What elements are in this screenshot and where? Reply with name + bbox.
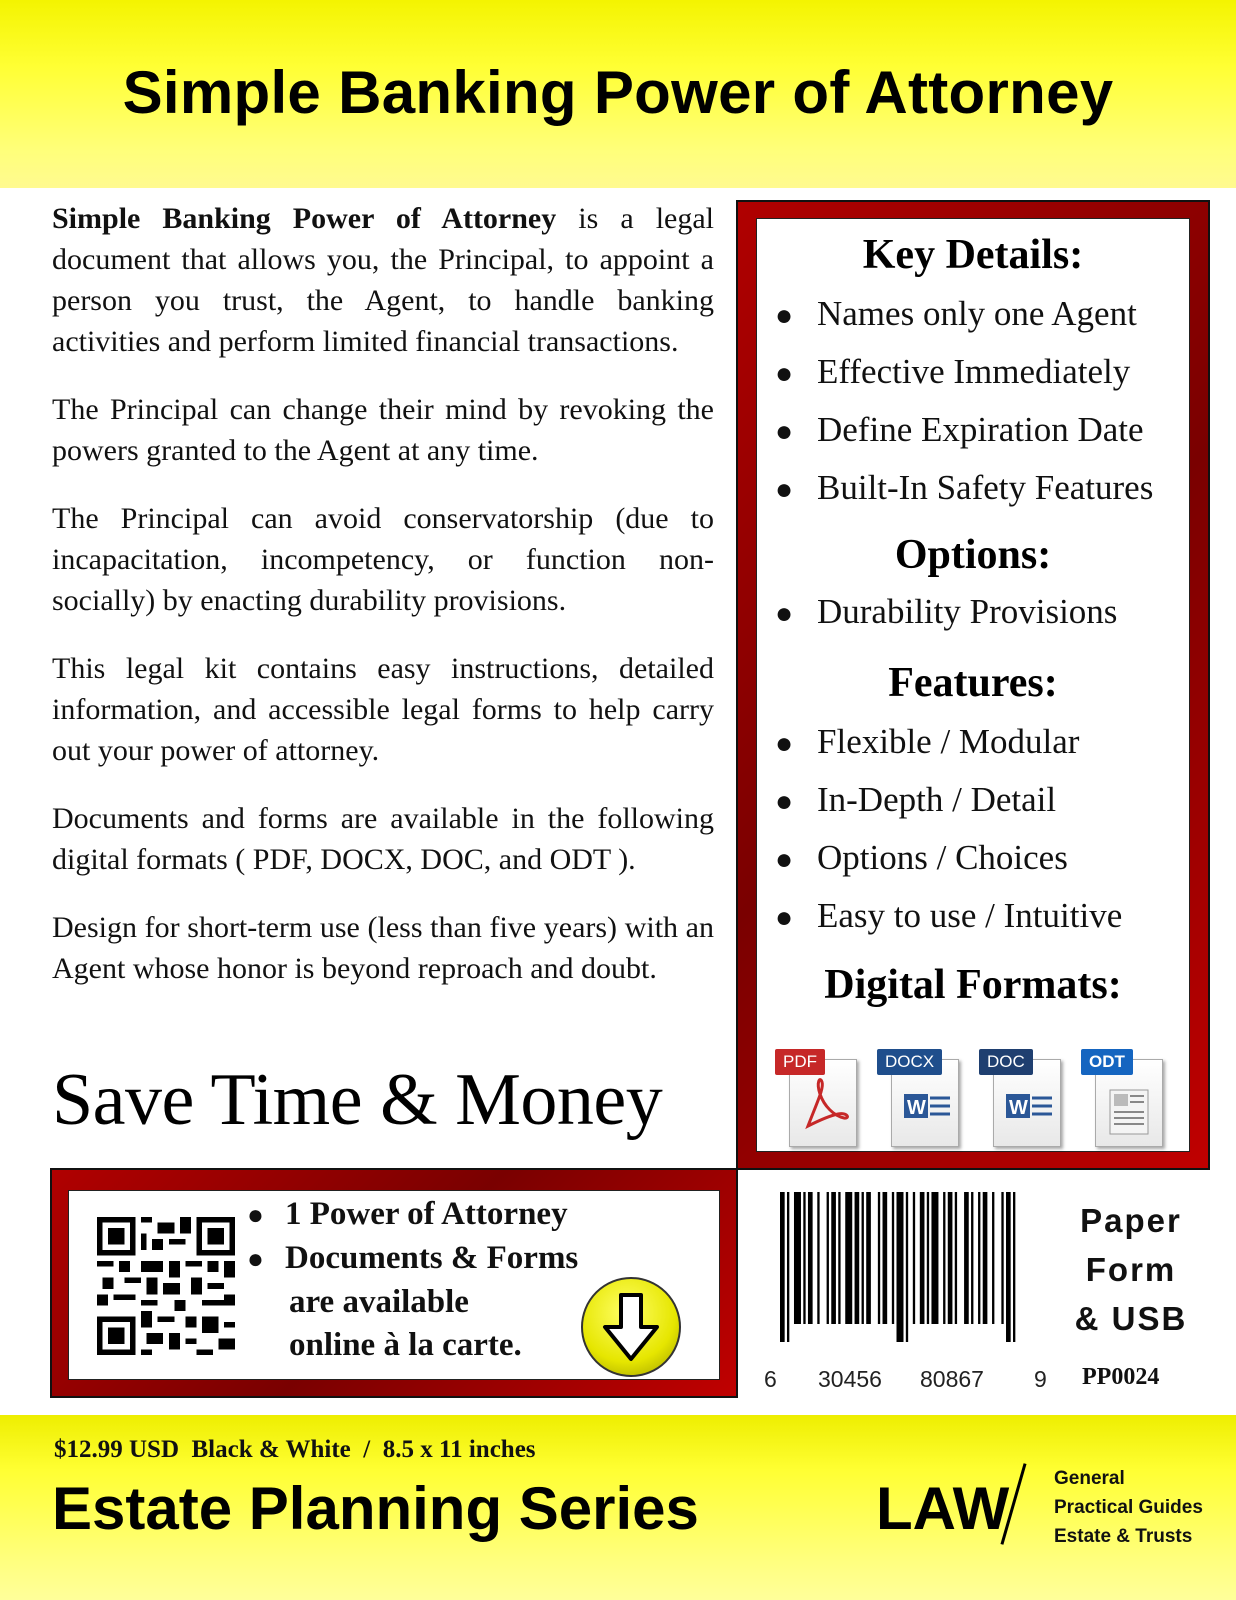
law-subtitle-line-3: Estate & Trusts	[1054, 1526, 1193, 1547]
barcode-bar	[1006, 1192, 1011, 1342]
availability-list	[247, 1193, 578, 1367]
barcode-bar	[992, 1192, 994, 1324]
list-item: ● Easy to use / Intuitive	[775, 887, 1122, 945]
svg-text:W: W	[1009, 1097, 1028, 1119]
barcode-bar	[1001, 1192, 1003, 1324]
barcode	[780, 1192, 1020, 1342]
barcode-bar	[808, 1192, 813, 1324]
barcode-bar	[892, 1192, 894, 1324]
download-arrow-icon[interactable]	[581, 1277, 681, 1377]
barcode-bar	[794, 1192, 801, 1324]
list-item: ● Built-In Safety Features	[775, 459, 1153, 517]
barcode-right-digit: 9	[1034, 1366, 1047, 1392]
law-subtitle-line-1: General	[1054, 1468, 1125, 1489]
law-subtitle	[1054, 1464, 1203, 1551]
barcode-bar	[1013, 1192, 1015, 1342]
list-item: ● Options / Choices	[775, 829, 1122, 887]
barcode-bar	[862, 1192, 864, 1324]
online-availability-box	[50, 1168, 738, 1398]
list-item: ● Effective Immediately	[775, 343, 1153, 401]
bullet-icon: ●	[775, 473, 794, 506]
intro-paragraph-5: Documents and forms are available in the following digital formats ( PDF, DOCX, DOC, and ODT ).	[52, 802, 714, 876]
pdf-icon	[775, 1049, 855, 1149]
law-subtitle-line-2: Practical Guides	[1054, 1497, 1203, 1518]
barcode-left-digit: 6	[764, 1366, 777, 1392]
bullet-icon: ●	[775, 357, 794, 390]
page-title: Simple Banking Power of Attorney	[122, 59, 1114, 126]
barcode-bar	[906, 1192, 908, 1342]
barcode-bar	[897, 1192, 904, 1342]
barcode-bar	[817, 1192, 819, 1324]
docx-icon	[877, 1049, 957, 1149]
header-banner	[0, 0, 1236, 188]
arrow-down-icon	[583, 1279, 679, 1375]
product-name: Simple Banking Power of Attorney	[52, 202, 557, 235]
bullet-icon: ●	[775, 843, 794, 876]
barcode-bar	[920, 1192, 925, 1324]
intro-paragraph-6: Design for short-term use (less than five years) with an Agent whose honor is beyond reproach and doubt.	[52, 911, 714, 985]
price-info: $12.99 USD Black & White / 8.5 x 11 inches	[54, 1436, 536, 1463]
barcode-bar	[803, 1192, 805, 1324]
barcode-bar	[878, 1192, 880, 1324]
law-logo: LAW	[876, 1475, 1010, 1542]
barcode-bar	[931, 1192, 938, 1324]
barcode-bar	[971, 1192, 973, 1324]
slogan: Save Time & Money	[52, 1059, 663, 1141]
availability-line-4: online à la carte.	[289, 1327, 522, 1363]
barcode-bar	[983, 1192, 988, 1324]
odt-label: ODT	[1081, 1049, 1133, 1075]
product-code: PP0024	[1082, 1364, 1160, 1390]
list-item: ● Durability Provisions	[775, 583, 1117, 641]
barcode-bar	[838, 1192, 840, 1324]
bullet-icon: ●	[775, 299, 794, 332]
intro-paragraph-3: The Principal can avoid conservatorship (due to incapacitation, incompetency, or function non-socially) by enacting durability provisions.	[52, 502, 714, 617]
barcode-bar	[978, 1192, 980, 1324]
barcode-bar	[845, 1192, 852, 1324]
features-heading: Features:	[888, 660, 1058, 706]
list-item: ● 1 Power of Attorney	[247, 1193, 578, 1237]
list-item: ● Names only one Agent	[775, 285, 1153, 343]
barcode-group-1: 30456	[818, 1366, 882, 1392]
barcode-bar	[943, 1192, 945, 1324]
barcode-bar	[948, 1192, 953, 1324]
list-item: ● Define Expiration Date	[775, 401, 1153, 459]
product-format-line-1: Paper	[1080, 1202, 1182, 1239]
bullet-icon: ●	[247, 1200, 264, 1231]
availability-line-3: are available	[289, 1284, 469, 1320]
barcode-bar	[883, 1192, 888, 1324]
intro-text	[52, 198, 714, 1016]
key-details-panel	[756, 218, 1190, 1152]
features-list	[775, 713, 1122, 945]
bullet-icon: ●	[775, 785, 794, 818]
key-details-list	[775, 285, 1153, 517]
barcode-bar	[964, 1192, 969, 1324]
doc-label: DOC	[979, 1049, 1033, 1075]
barcode-bar	[855, 1192, 860, 1324]
product-format-line-3: & USB	[1074, 1300, 1188, 1337]
bullet-icon: ●	[775, 415, 794, 448]
key-details-box	[736, 200, 1210, 1170]
key-details-heading: Key Details:	[862, 232, 1084, 278]
intro-paragraph-1	[52, 198, 714, 362]
digital-formats-heading: Digital Formats:	[824, 962, 1122, 1008]
barcode-bar	[913, 1192, 915, 1324]
barcode-bar	[955, 1192, 957, 1324]
list-item: ● Documents & Forms	[247, 1237, 578, 1281]
bullet-icon: ●	[775, 727, 794, 760]
svg-text:W: W	[907, 1097, 926, 1119]
online-availability-panel	[68, 1190, 720, 1380]
bullet-icon: ●	[247, 1244, 264, 1275]
series-title: Estate Planning Series	[52, 1475, 699, 1542]
list-item: ● In-Depth / Detail	[775, 771, 1122, 829]
intro-paragraph-2: The Principal can change their mind by revoking the powers granted to the Agent at any time.	[52, 393, 714, 467]
doc-icon	[979, 1049, 1059, 1149]
qr-code-icon[interactable]	[97, 1217, 235, 1355]
options-heading: Options:	[894, 532, 1052, 578]
bullet-icon: ●	[775, 597, 794, 630]
options-list	[775, 583, 1117, 641]
pdf-label: PDF	[775, 1049, 825, 1075]
docx-label: DOCX	[877, 1049, 942, 1075]
bullet-icon: ●	[775, 901, 794, 934]
barcode-bar	[831, 1192, 836, 1324]
product-format-line-2: Form	[1085, 1251, 1177, 1288]
odt-icon	[1081, 1049, 1161, 1149]
barcode-group-2: 80867	[920, 1366, 984, 1392]
barcode-bar	[780, 1192, 785, 1342]
intro-paragraph-1-text: is a legal document that allows you, the Principal, to appoint a person you trust, the Agent, to handle banking activities and perform limited financial transactions.	[52, 202, 714, 358]
intro-paragraph-4: This legal kit contains easy instructions, detailed information, and accessible legal forms to help carry out your power of attorney.	[52, 652, 714, 767]
barcode-bar	[927, 1192, 929, 1324]
list-item: ● Flexible / Modular	[775, 713, 1122, 771]
barcode-bar	[787, 1192, 789, 1342]
barcode-bar	[866, 1192, 871, 1324]
barcode-bar	[827, 1192, 829, 1324]
product-format	[1066, 1196, 1196, 1343]
